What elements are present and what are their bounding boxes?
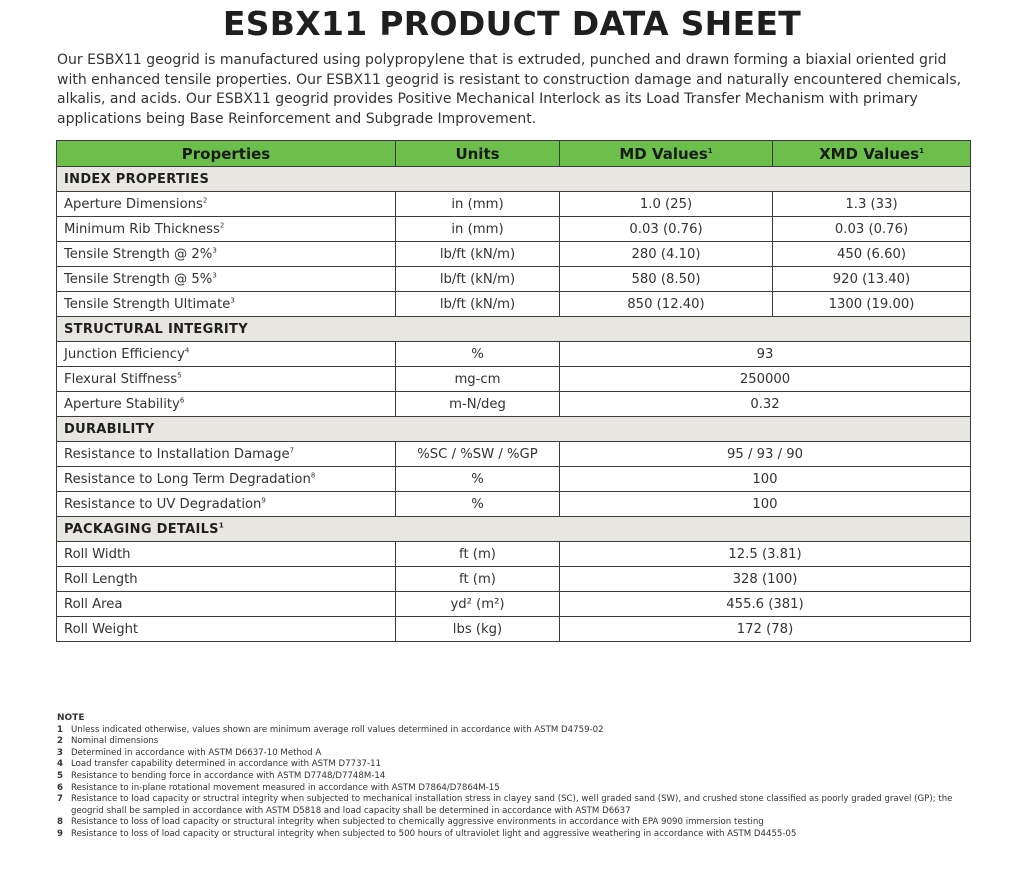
note-item — [57, 736, 987, 748]
property-cell: Aperture Stability$^6$ — [57, 392, 396, 417]
table-row — [57, 542, 971, 567]
units-cell: yd² (m²) — [396, 592, 560, 617]
units-cell: mg-cm — [396, 367, 560, 392]
units-cell: in (mm) — [396, 217, 560, 242]
note-number: 3 — [57, 747, 63, 758]
note-number: 7 — [57, 794, 63, 805]
note-item — [57, 817, 987, 829]
note-text: Resistance to in-plane rotational movement measured in accordance with ASTM D7864/D7864M-15 — [71, 782, 500, 793]
note-number: 4 — [57, 759, 63, 770]
table-row — [57, 292, 971, 317]
header-units: Units — [396, 141, 560, 167]
xmd-value-cell: 0.03 (0.76) — [773, 217, 971, 242]
property-cell: Roll Weight — [57, 617, 396, 642]
property-cell: Resistance to Installation Damage$^7$ — [57, 442, 396, 467]
units-cell: lb/ft (kN/m) — [396, 292, 560, 317]
units-cell: lbs (kg) — [396, 617, 560, 642]
table-header-row — [57, 141, 971, 167]
section-row-packaging-details — [57, 517, 971, 542]
value-cell: 250000 — [560, 367, 971, 392]
value-cell: 455.6 (381) — [560, 592, 971, 617]
value-cell: 0.32 — [560, 392, 971, 417]
section-title: PACKAGING DETAILS$^1$ — [57, 517, 971, 542]
xmd-value-cell: 920 (13.40) — [773, 267, 971, 292]
table-row — [57, 467, 971, 492]
value-cell: 100 — [560, 492, 971, 517]
md-value-cell: 1.0 (25) — [560, 192, 773, 217]
note-number: 1 — [57, 724, 63, 735]
xmd-value-cell: 1300 (19.00) — [773, 292, 971, 317]
header-properties: Properties — [57, 141, 396, 167]
section-title: INDEX PROPERTIES — [57, 167, 971, 192]
table-row — [57, 267, 971, 292]
value-cell: 328 (100) — [560, 567, 971, 592]
note-text: Nominal dimensions — [71, 736, 159, 747]
units-cell: ft (m) — [396, 567, 560, 592]
note-text: Resistance to load capacity or structral integrity when subjected to mechanical installation stress in clayey sand (SC), well graded sand (SW), and crushed stone classified as poorly graded gravel (GP); the geogrid shall be sampled in accordance with ASTM D5818 and load capacity shall be determined in accordance with ASTM D6637 — [71, 794, 953, 816]
table-row — [57, 217, 971, 242]
units-cell: % — [396, 467, 560, 492]
page-title: ESBX11 PRODUCT DATA SHEET — [222, 4, 802, 43]
table-row — [57, 367, 971, 392]
property-cell: Tensile Strength @ 2%$^3$ — [57, 242, 396, 267]
table-row — [57, 567, 971, 592]
note-text: Determined in accordance with ASTM D6637-10 Method A — [71, 747, 322, 758]
units-cell: % — [396, 492, 560, 517]
property-cell: Roll Area — [57, 592, 396, 617]
table-row — [57, 592, 971, 617]
note-item — [57, 725, 987, 737]
notes-heading: NOTE — [57, 713, 85, 723]
xmd-value-cell: 1.3 (33) — [773, 192, 971, 217]
property-cell: Junction Efficiency$^4$ — [57, 342, 396, 367]
section-title: DURABILITY — [57, 417, 971, 442]
value-cell: 12.5 (3.81) — [560, 542, 971, 567]
note-item — [57, 783, 987, 795]
table-row — [57, 492, 971, 517]
value-cell: 172 (78) — [560, 617, 971, 642]
note-item — [57, 771, 987, 783]
header-xmd-values: XMD Values$^1$ — [773, 141, 971, 167]
product-data-table — [56, 140, 971, 642]
note-item — [57, 759, 987, 771]
note-item — [57, 794, 987, 817]
md-value-cell: 280 (4.10) — [560, 242, 773, 267]
property-cell: Resistance to UV Degradation$^9$ — [57, 492, 396, 517]
intro-paragraph: Our ESBX11 geogrid is manufactured using polypropylene that is extruded, punched and drawn forming a biaxial oriented grid with enhanced tensile properties. Our ESBX11 geogrid is resistant to construction damage and naturally encountered chemicals, alkalis, and acids. Our ESBX11 geogrid provides Positive Mechanical Interlock as its Load Transfer Mechanism with primary applications being Base Reinforcement and Subgrade Improvement. — [57, 52, 962, 127]
note-number: 6 — [57, 782, 63, 793]
md-value-cell: 0.03 (0.76) — [560, 217, 773, 242]
property-cell: Aperture Dimensions$^2$ — [57, 192, 396, 217]
note-number: 5 — [57, 770, 63, 781]
table-row — [57, 192, 971, 217]
property-cell: Roll Length — [57, 567, 396, 592]
md-value-cell: 580 (8.50) — [560, 267, 773, 292]
units-cell: ft (m) — [396, 542, 560, 567]
note-number: 2 — [57, 736, 63, 747]
note-item — [57, 748, 987, 760]
property-cell: Resistance to Long Term Degradation$^8$ — [57, 467, 396, 492]
header-md-values: MD Values$^1$ — [560, 141, 773, 167]
units-cell: lb/ft (kN/m) — [396, 267, 560, 292]
section-row-durability — [57, 417, 971, 442]
table-row — [57, 342, 971, 367]
table-row — [57, 392, 971, 417]
property-cell: Tensile Strength @ 5%$^3$ — [57, 267, 396, 292]
note-text: Unless indicated otherwise, values shown are minimum average roll values determined in accordance with ASTM D4759-02 — [71, 724, 604, 735]
table-row — [57, 617, 971, 642]
note-text: Resistance to bending force in accordance with ASTM D7748/D7748M-14 — [71, 770, 386, 781]
note-number: 8 — [57, 817, 63, 828]
table-row — [57, 242, 971, 267]
property-cell: Minimum Rib Thickness$^2$ — [57, 217, 396, 242]
value-cell: 93 — [560, 342, 971, 367]
note-text: Resistance to loss of load capacity or structural integrity when subjected to chemically aggressive environments in accordance with EPA 9090 immersion testing — [71, 817, 764, 828]
section-row-index-properties — [57, 167, 971, 192]
units-cell: m-N/deg — [396, 392, 560, 417]
value-cell: 100 — [560, 467, 971, 492]
section-title: STRUCTURAL INTEGRITY — [57, 317, 971, 342]
section-row-structural-integrity — [57, 317, 971, 342]
units-cell: in (mm) — [396, 192, 560, 217]
note-text: Resistance to loss of load capacity or structural integrity when subjected to 500 hours of ultraviolet light and aggressive weathering in accordance with ASTM D4455-05 — [71, 828, 797, 839]
note-text: Load transfer capability determined in accordance with ASTM D7737-11 — [71, 759, 382, 770]
value-cell: 95 / 93 / 90 — [560, 442, 971, 467]
xmd-value-cell: 450 (6.60) — [773, 242, 971, 267]
notes-section — [57, 713, 987, 841]
property-cell: Roll Width — [57, 542, 396, 567]
note-number: 9 — [57, 828, 63, 839]
units-cell: %SC / %SW / %GP — [396, 442, 560, 467]
table-row — [57, 442, 971, 467]
units-cell: % — [396, 342, 560, 367]
property-cell: Tensile Strength Ultimate$^3$ — [57, 292, 396, 317]
md-value-cell: 850 (12.40) — [560, 292, 773, 317]
property-cell: Flexural Stiffness$^5$ — [57, 367, 396, 392]
units-cell: lb/ft (kN/m) — [396, 242, 560, 267]
note-item — [57, 829, 987, 841]
